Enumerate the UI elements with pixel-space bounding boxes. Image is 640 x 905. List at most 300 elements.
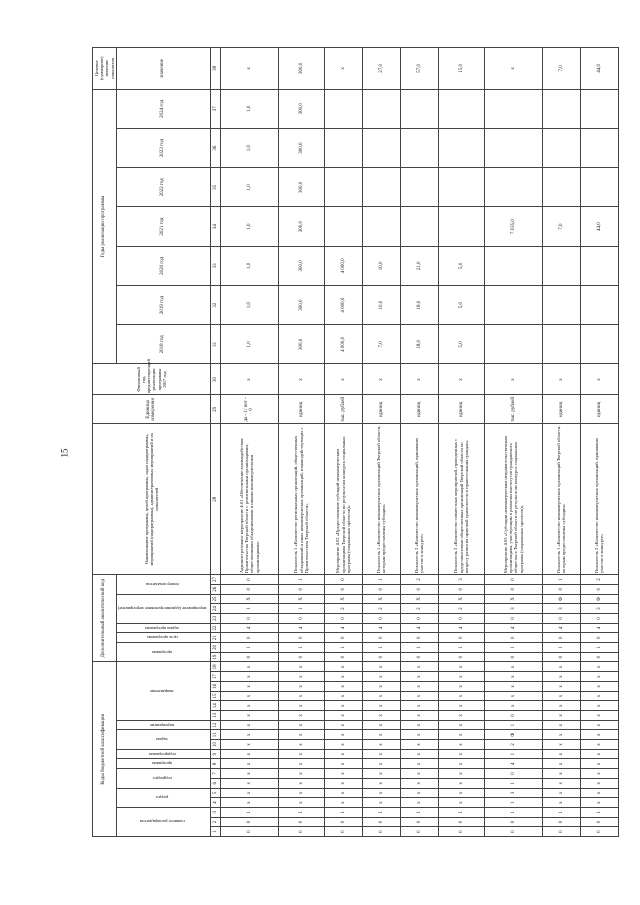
row-name: Показатель 2 «Количество некоммерческих организаций, принявших участие в конкурсе» xyxy=(400,424,438,575)
code-cell: х xyxy=(542,711,580,721)
year-value xyxy=(484,89,542,128)
row-fin-year: х xyxy=(580,364,618,395)
code-cell: 0 xyxy=(484,711,542,721)
code-cell: х xyxy=(324,720,362,730)
code-cell: 0 xyxy=(542,827,580,837)
column-number: 12 xyxy=(210,720,220,730)
code-cell: 2 xyxy=(400,575,438,585)
code-cell: х xyxy=(580,701,618,711)
column-number: 21 xyxy=(210,633,220,643)
code-cell: 0 xyxy=(278,633,324,643)
code-cell: х xyxy=(484,672,542,682)
code-subheader-label: раздел xyxy=(155,795,169,801)
row-unit: да - 1/ нет - 0 xyxy=(220,395,278,424)
code-cell: х xyxy=(220,749,278,759)
year-value: 5,0 xyxy=(438,325,484,364)
code-cell: х xyxy=(278,662,324,672)
code-cell: х xyxy=(362,778,400,788)
code-cell: х xyxy=(438,749,484,759)
code-cell: 1 xyxy=(278,575,324,585)
code-cell: 0 xyxy=(324,575,362,585)
code-cell: 4 xyxy=(438,623,484,633)
column-number: 38 xyxy=(210,48,220,90)
page-number: 15 xyxy=(59,448,70,458)
code-subheader-label: подраздел xyxy=(152,775,172,781)
code-cell: х xyxy=(400,720,438,730)
column-number: 35 xyxy=(210,168,220,207)
code-cell: х xyxy=(400,711,438,721)
code-cell: х xyxy=(324,730,362,740)
code-cell: 0 xyxy=(580,652,618,662)
analytic-subheader-label: задача программы xyxy=(144,625,179,631)
column-number: 37 xyxy=(210,89,220,128)
row-fin-year: х xyxy=(362,364,400,395)
code-cell: 0 xyxy=(324,827,362,837)
code-cell: 0 xyxy=(484,575,542,585)
year-value xyxy=(438,168,484,207)
code-subheader-8 xyxy=(116,662,210,720)
column-number: 11 xyxy=(210,730,220,740)
code-cell: х xyxy=(484,662,542,672)
code-cell: х xyxy=(484,701,542,711)
code-cell: 0 xyxy=(278,817,324,827)
row-target: 27,0 xyxy=(362,48,400,90)
year-value xyxy=(542,285,580,324)
code-cell: х xyxy=(220,788,278,798)
year-header: 2022 год xyxy=(116,168,210,207)
column-number: 2 xyxy=(210,817,220,827)
year-value xyxy=(542,128,580,167)
code-cell: 0 xyxy=(438,614,484,624)
code-cell: 0 xyxy=(324,633,362,643)
code-cell: 0 xyxy=(362,633,400,643)
code-cell: х xyxy=(362,749,400,759)
row-fin-year: х xyxy=(324,364,362,395)
column-number: 5 xyxy=(210,788,220,798)
year-value: 300,0 xyxy=(278,325,324,364)
code-cell: х xyxy=(400,672,438,682)
row-target: 300,0 xyxy=(278,48,324,90)
code-cell: 0 xyxy=(324,584,362,594)
code-cell: 0 xyxy=(362,827,400,837)
code-cell: х xyxy=(484,691,542,701)
code-cell: х xyxy=(542,720,580,730)
code-cell: Ф xyxy=(580,594,618,604)
column-number: 4 xyxy=(210,798,220,808)
column-number: 7 xyxy=(210,769,220,779)
table-row xyxy=(324,48,362,837)
code-cell: х xyxy=(400,778,438,788)
code-cell: 1 xyxy=(400,807,438,817)
year-header: 2021 год xyxy=(116,207,210,246)
years-group-header: Годы реализации программы xyxy=(93,89,117,364)
column-number: 20 xyxy=(210,643,220,653)
code-cell: х xyxy=(542,730,580,740)
year-value xyxy=(484,285,542,324)
code-cell: х xyxy=(580,749,618,759)
column-number: 24 xyxy=(210,604,220,614)
name-column-header: Наименование программы, целей программы, задач подпрограммы, мероприятий (подпрограммы), административных мероприятий и их показателей xyxy=(93,424,211,575)
row-target: 57,0 xyxy=(400,48,438,90)
code-cell: х xyxy=(542,740,580,750)
row-fin-year: х xyxy=(438,364,484,395)
year-value xyxy=(438,89,484,128)
code-cell: х xyxy=(580,682,618,692)
code-cell: х xyxy=(580,730,618,740)
row-target: 44,0 xyxy=(580,48,618,90)
code-cell: 0 xyxy=(220,575,278,585)
year-value xyxy=(324,89,362,128)
year-value xyxy=(362,89,400,128)
code-cell: 0 xyxy=(438,584,484,594)
unit-column-header: Единица измерения xyxy=(93,395,211,424)
code-cell: 4 xyxy=(580,623,618,633)
code-cell: 2 xyxy=(438,604,484,614)
code-cell: х xyxy=(542,691,580,701)
code-cell: 0 xyxy=(324,614,362,624)
code-cell: 0 xyxy=(542,614,580,624)
code-cell: х xyxy=(278,672,324,682)
code-cell: 0 xyxy=(438,817,484,827)
code-cell: 0 xyxy=(400,584,438,594)
year-value xyxy=(362,128,400,167)
year-value: 1,0 xyxy=(220,207,278,246)
year-value: 10,0 xyxy=(362,246,400,285)
analytic-subheader-2 xyxy=(116,633,210,643)
row-name: Показатель 2 «Количество некоммерческих организаций, принявших участие в конкурсе» xyxy=(580,424,618,575)
code-cell: х xyxy=(278,749,324,759)
code-cell: 0 xyxy=(400,827,438,837)
code-subheader-label: главного распорядителя xyxy=(139,819,185,825)
code-cell: 4 xyxy=(324,623,362,633)
row-name: Административное мероприятие 4.01 «Обеспечение взаимодействия Правительства Тверской области с религиозными организациями, общественными объединениями и иными некоммерческими организациями» xyxy=(220,424,278,575)
code-cell: 0 xyxy=(362,817,400,827)
row-unit: тыс. рублей xyxy=(324,395,362,424)
column-number: 19 xyxy=(210,652,220,662)
code-cell: х xyxy=(542,749,580,759)
code-cell: Х xyxy=(400,594,438,604)
column-number: 16 xyxy=(210,682,220,692)
code-cell: 2 xyxy=(580,575,618,585)
row-name: Показатель 1 «Количество некоммерческих организаций Тверской области, которым предоставлены субсидии» xyxy=(542,424,580,575)
code-cell: 0 xyxy=(278,614,324,624)
row-name: Показатель 3 «Количество совместных мероприятий, проведенных с представителями общественных организаций Тверской области по вопросу развития правовой грамотности и правосознания граждан» xyxy=(438,424,484,575)
column-number: 32 xyxy=(210,285,220,324)
analytic-subheader-label: программа xyxy=(151,649,172,655)
code-cell: х xyxy=(400,691,438,701)
year-header: 2020 год xyxy=(116,246,210,285)
code-cell: 0 xyxy=(542,633,580,643)
code-cell: х xyxy=(400,798,438,808)
analytic-subheader-5 xyxy=(116,575,210,595)
code-cell: х xyxy=(542,759,580,769)
year-value xyxy=(484,168,542,207)
year-value: 5,0 xyxy=(438,285,484,324)
code-cell: 0 xyxy=(278,584,324,594)
code-cell: х xyxy=(580,788,618,798)
row-target: х xyxy=(484,48,542,90)
analytic-group-header: Дополнительный аналитический код xyxy=(93,575,117,662)
code-cell: Ф xyxy=(484,730,542,740)
rotated-table-container xyxy=(92,47,605,837)
code-cell: х xyxy=(438,720,484,730)
code-cell: 1 xyxy=(438,807,484,817)
code-cell: 0 xyxy=(324,817,362,827)
code-cell: 0 xyxy=(484,614,542,624)
code-cell: 0 xyxy=(580,817,618,827)
code-subheader-4 xyxy=(116,759,210,769)
year-value: 7,0 xyxy=(362,325,400,364)
code-cell: х xyxy=(580,798,618,808)
year-value xyxy=(438,207,484,246)
code-cell: 0 xyxy=(362,614,400,624)
year-header: 2023 год xyxy=(116,128,210,167)
row-fin-year: х xyxy=(542,364,580,395)
year-value xyxy=(362,168,400,207)
column-number: 27 xyxy=(210,575,220,585)
code-cell: х xyxy=(438,759,484,769)
code-subheader-2 xyxy=(116,788,210,807)
year-value xyxy=(580,325,618,364)
code-subheader-label: задача xyxy=(155,737,168,743)
code-cell: 0 xyxy=(484,827,542,837)
code-cell: х xyxy=(362,759,400,769)
code-cell: 2 xyxy=(484,740,542,750)
code-cell: 0 xyxy=(484,584,542,594)
code-cell: 3 xyxy=(484,604,542,614)
code-cell: х xyxy=(278,798,324,808)
code-subheader-1 xyxy=(116,807,210,836)
column-number: 13 xyxy=(210,711,220,721)
year-value xyxy=(362,207,400,246)
code-cell: х xyxy=(400,769,438,779)
code-cell: 1 xyxy=(278,807,324,817)
row-name: Мероприятие 4.02 «Предоставление субсидий некоммерческим организациям Тверской области по результатам конкурса социальных программ (социальных проектов)» xyxy=(324,424,362,575)
year-value xyxy=(400,207,438,246)
column-number: 28 xyxy=(210,424,220,575)
code-cell: 0 xyxy=(580,633,618,643)
code-cell: 4 xyxy=(400,623,438,633)
year-value xyxy=(542,89,580,128)
year-value: 7 035,0 xyxy=(484,207,542,246)
code-cell: х xyxy=(542,788,580,798)
code-cell: х xyxy=(580,711,618,721)
column-number: 25 xyxy=(210,594,220,604)
column-number: 15 xyxy=(210,691,220,701)
code-cell: 1 xyxy=(580,643,618,653)
code-cell: 0 xyxy=(220,827,278,837)
code-cell: 0 xyxy=(362,652,400,662)
code-cell: х xyxy=(400,759,438,769)
code-cell: 1 xyxy=(362,575,400,585)
year-value xyxy=(324,168,362,207)
code-cell: х xyxy=(278,778,324,788)
year-value: 18,0 xyxy=(400,285,438,324)
program-table xyxy=(92,47,619,837)
row-fin-year: х xyxy=(278,364,324,395)
code-cell: х xyxy=(362,672,400,682)
code-cell: 0 xyxy=(484,652,542,662)
column-number: 31 xyxy=(210,325,220,364)
code-cell: Х xyxy=(438,594,484,604)
row-fin-year: х xyxy=(400,364,438,395)
code-cell: х xyxy=(278,759,324,769)
code-cell: х xyxy=(362,798,400,808)
code-cell: 4 xyxy=(362,623,400,633)
code-cell: х xyxy=(220,720,278,730)
code-cell: 3 xyxy=(438,575,484,585)
code-cell: х xyxy=(362,769,400,779)
analytic-subheader-1 xyxy=(116,643,210,662)
year-header: 2019 год xyxy=(116,285,210,324)
code-cell: 4 xyxy=(542,623,580,633)
year-value xyxy=(400,168,438,207)
table-header xyxy=(93,48,221,837)
column-number: 10 xyxy=(210,740,220,750)
code-cell: х xyxy=(400,701,438,711)
code-cell: 1 xyxy=(220,807,278,817)
row-unit: единиц xyxy=(580,395,618,424)
code-cell: 2 xyxy=(400,604,438,614)
year-value: 4 000,0 xyxy=(324,325,362,364)
table-row xyxy=(438,48,484,837)
code-cell: х xyxy=(278,720,324,730)
code-cell: х xyxy=(278,740,324,750)
year-value xyxy=(484,325,542,364)
column-number: 34 xyxy=(210,207,220,246)
code-cell: х xyxy=(220,682,278,692)
year-value: 7,0 xyxy=(542,207,580,246)
codes-group-header: Коды бюджетной классификации xyxy=(93,662,117,837)
code-cell: х xyxy=(324,798,362,808)
column-number: 22 xyxy=(210,623,220,633)
rotated-page-area xyxy=(92,47,605,837)
code-cell: х xyxy=(324,682,362,692)
code-cell: х xyxy=(438,682,484,692)
code-cell: х xyxy=(362,720,400,730)
code-cell: х xyxy=(220,672,278,682)
code-cell: х xyxy=(542,672,580,682)
year-value xyxy=(400,128,438,167)
analytic-subheader-label: мероприятие (административное мероприятие) xyxy=(117,606,207,612)
code-cell: 1 xyxy=(484,778,542,788)
table-row xyxy=(580,48,618,837)
code-cell: х xyxy=(438,798,484,808)
code-cell: 1 xyxy=(542,807,580,817)
code-cell: 0 xyxy=(400,817,438,827)
code-cell: х xyxy=(400,749,438,759)
code-cell: 4 xyxy=(484,759,542,769)
code-cell: х xyxy=(542,701,580,711)
code-cell: 0 xyxy=(324,652,362,662)
code-cell: 0 xyxy=(542,817,580,827)
code-cell: 0 xyxy=(400,652,438,662)
year-value: 1,0 xyxy=(220,168,278,207)
column-number: 14 xyxy=(210,701,220,711)
code-cell: х xyxy=(400,730,438,740)
year-value xyxy=(484,128,542,167)
code-cell: 0 xyxy=(220,614,278,624)
code-cell: 1 xyxy=(542,643,580,653)
code-cell: 1 xyxy=(484,643,542,653)
code-cell: х xyxy=(324,749,362,759)
code-cell: 1 xyxy=(484,807,542,817)
code-cell: Х xyxy=(220,594,278,604)
year-value: 1,0 xyxy=(220,325,278,364)
year-value: 1,0 xyxy=(220,128,278,167)
year-value: 300,0 xyxy=(278,168,324,207)
code-cell: 1 xyxy=(324,643,362,653)
year-value xyxy=(400,89,438,128)
code-cell: х xyxy=(220,798,278,808)
code-cell: 0 xyxy=(580,614,618,624)
analytic-subheader-label: цель программы xyxy=(146,635,178,641)
code-cell: 3 xyxy=(484,788,542,798)
code-cell: х xyxy=(438,691,484,701)
year-value: 10,0 xyxy=(362,285,400,324)
row-target: х xyxy=(324,48,362,90)
year-value: 1,0 xyxy=(220,246,278,285)
year-value xyxy=(580,285,618,324)
column-number: 17 xyxy=(210,672,220,682)
year-value: 44,0 xyxy=(580,207,618,246)
row-name: Показатель 1 «Количество региональных организаций, общественных объединений и иных некоммерческих организаций, взаимодействующих с Правительством Тверской области» xyxy=(278,424,324,575)
code-cell: х xyxy=(220,730,278,740)
row-unit: тыс. рублей xyxy=(484,395,542,424)
code-cell: х xyxy=(324,788,362,798)
code-cell: х xyxy=(580,662,618,672)
code-cell: Х xyxy=(324,594,362,604)
code-cell: х xyxy=(580,769,618,779)
code-cell: 1 xyxy=(484,720,542,730)
code-cell: х xyxy=(324,672,362,682)
row-unit: единиц xyxy=(400,395,438,424)
column-number: 36 xyxy=(210,128,220,167)
row-target: 15,0 xyxy=(438,48,484,90)
code-cell: 2 xyxy=(324,604,362,614)
code-subheader-7 xyxy=(116,720,210,730)
code-cell: х xyxy=(362,662,400,672)
code-subheader-label: направление xyxy=(150,688,174,694)
code-cell: 0 xyxy=(580,584,618,594)
code-cell: х xyxy=(362,711,400,721)
code-cell: 0 xyxy=(362,584,400,594)
code-cell: 0 xyxy=(220,817,278,827)
code-cell: Х xyxy=(484,594,542,604)
code-cell: х xyxy=(438,778,484,788)
code-cell: х xyxy=(362,682,400,692)
column-number: 29 xyxy=(210,395,220,424)
year-value: 21,0 xyxy=(400,246,438,285)
code-cell: Х xyxy=(362,594,400,604)
code-cell: х xyxy=(362,740,400,750)
table-body xyxy=(220,48,618,837)
column-number: 26 xyxy=(210,584,220,594)
table-row xyxy=(484,48,542,837)
code-cell: х xyxy=(324,701,362,711)
code-cell: 4 xyxy=(484,623,542,633)
code-cell: х xyxy=(220,740,278,750)
year-value: 1,0 xyxy=(220,89,278,128)
code-cell: 3 xyxy=(580,604,618,614)
year-value xyxy=(580,168,618,207)
row-unit: единиц xyxy=(278,395,324,424)
code-cell: х xyxy=(278,730,324,740)
code-cell: х xyxy=(438,701,484,711)
analytic-subheader-4 xyxy=(116,594,210,623)
code-cell: 4 xyxy=(278,623,324,633)
fin-year-column-header: Финансовый год, предшествующий реализации программы 2017 год xyxy=(93,364,211,395)
